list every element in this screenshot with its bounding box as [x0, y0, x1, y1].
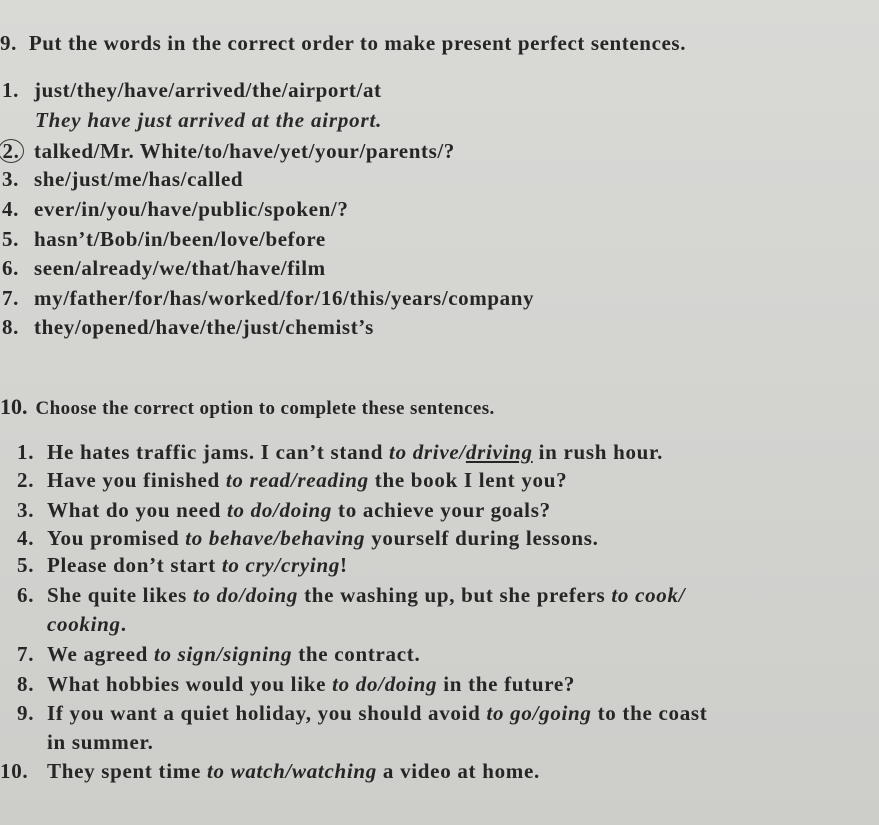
ex9-item-6: 6. seen/already/we/that/have/film	[2, 256, 326, 280]
exercise-9-number: 9.	[0, 31, 17, 55]
ex10-item-4: 4. You promised to behave/behaving yourself during lessons.	[17, 526, 599, 550]
ex10-item-5: 5. Please don’t start to cry/crying!	[17, 553, 348, 577]
ex9-item-8: 8. they/opened/have/the/just/chemist’s	[2, 315, 374, 339]
circled-number: 2.	[0, 139, 24, 163]
exercise-9-heading	[0, 33, 879, 54]
exercise-10-heading	[0, 396, 879, 418]
exercise-10-instruction: Choose the correct option to complete these sentences.	[35, 398, 495, 419]
underlined-answer: driving	[465, 440, 533, 464]
ex10-item-10: 10. They spent time to watch/watching a video at home.	[0, 759, 540, 783]
ex9-item-3: 3. she/just/me/has/called	[2, 167, 244, 191]
ex10-item-8: 8. What hobbies would you like to do/doing in the future?	[17, 672, 576, 696]
ex9-item-7: 7. my/father/for/has/worked/for/16/this/years/company	[2, 286, 535, 310]
ex9-item-4: 4. ever/in/you/have/public/spoken/?	[2, 197, 349, 221]
ex10-item-6-continued: cooking.	[47, 612, 127, 636]
exercise-10-number: 10.	[0, 394, 28, 419]
ex9-item-1: 1. just/they/have/arrived/the/airport/at	[2, 78, 382, 102]
exercise-9-instruction: Put the words in the correct order to make present perfect sentences.	[28, 31, 687, 55]
ex9-item-5: 5. hasn’t/Bob/in/been/love/before	[2, 227, 326, 251]
ex10-item-3: 3. What do you need to do/doing to achieve your goals?	[17, 498, 551, 522]
ex10-item-9-continued: in summer.	[47, 730, 154, 754]
ex9-example-answer: They have just arrived at the airport.	[35, 108, 383, 132]
ex10-item-7: 7. We agreed to sign/signing the contract.	[17, 642, 421, 666]
ex9-item-2: 2. talked/Mr. White/to/have/yet/your/parents/?	[2, 139, 879, 163]
ex10-item-1: 1. He hates traffic jams. I can’t stand to drive/driving in rush hour.	[17, 440, 664, 464]
ex10-item-9: 9. If you want a quiet holiday, you should avoid to go/going to the coast	[17, 701, 708, 725]
ex10-item-2: 2. Have you finished to read/reading the book I lent you?	[17, 468, 568, 492]
ex10-item-6: 6. She quite likes to do/doing the washing up, but she prefers to cook/	[17, 583, 686, 607]
